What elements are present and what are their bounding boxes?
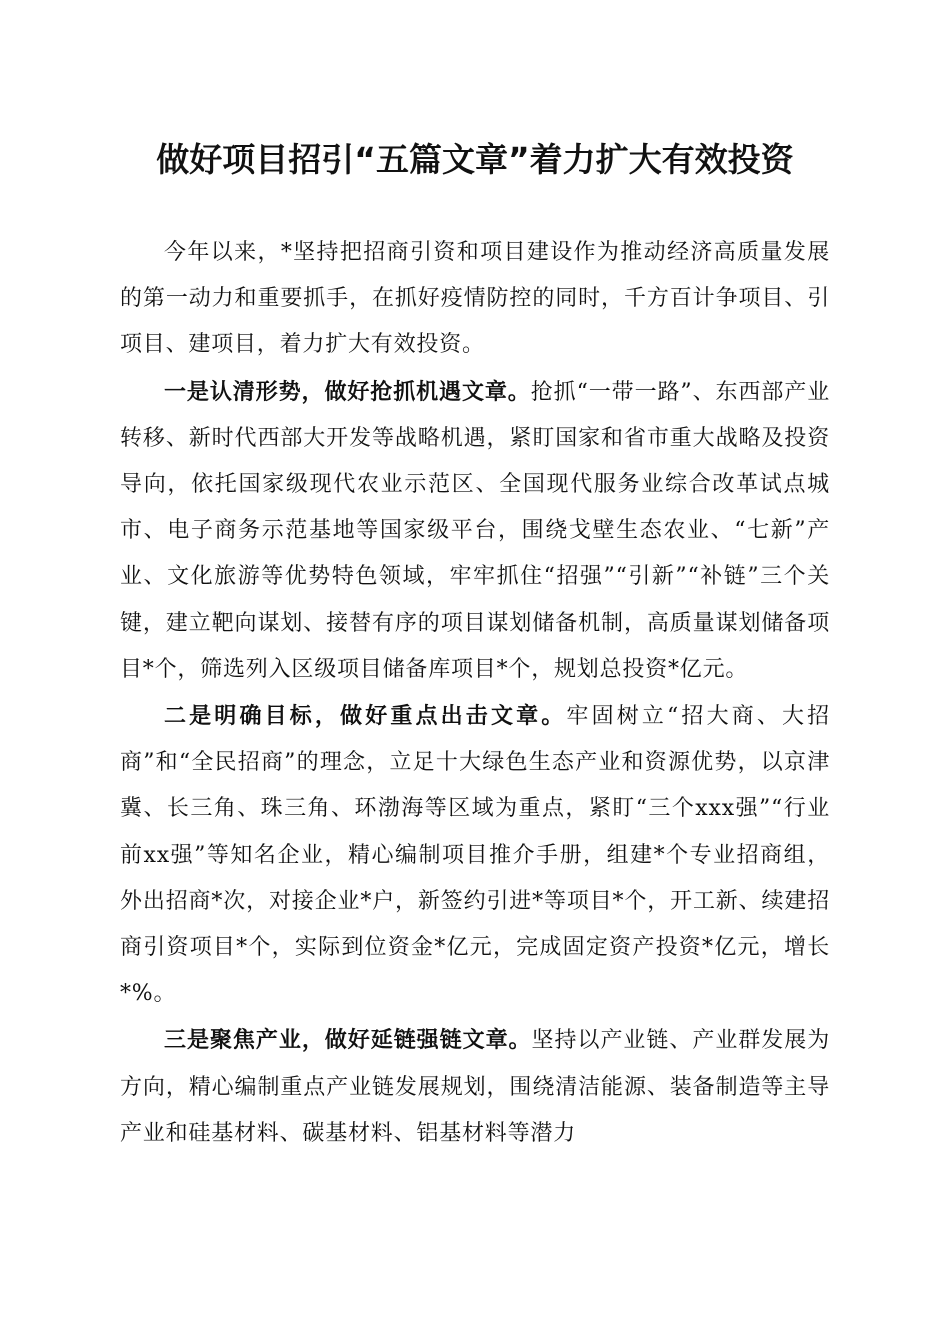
- section-1-lead: 一是认清形势，做好抢抓机遇文章。: [164, 378, 531, 405]
- section-1-text: 抢抓“一带一路”、东西部产业转移、新时代西部大开发等战略机遇，紧盯国家和省市重大战略及投资导向，依托国家级现代农业示范区、全国现代服务业综合改革试点城市、电子商务示范基地等国家级平台，围绕戈壁生态农业、“七新”产业、文化旅游等优势特色领域，牢牢抓住“招强”“引新”“补链”三个关键，建立靶向谋划、接替有序的项目谋划储备机制，高质量谋划储备项目*个，筛选列入区级项目储备库项目*个，规划总投资*亿元。: [120, 379, 830, 682]
- section-3-text: 坚持以产业链、产业群发展为方向，精心编制重点产业链发展规划，围绕清洁能源、装备制造等主导产业和硅基材料、碳基材料、铝基材料等潜力: [120, 1028, 830, 1146]
- section-2-text: 牢固树立“招大商、大招商”和“全民招商”的理念，立足十大绿色生态产业和资源优势，以京津冀、长三角、珠三角、环渤海等区域为重点，紧盯“三个xxx强”“行业前xx强”等知名企业，精心编制项目推介手册，组建*个专业招商组，外出招商*次，对接企业*户，新签约引进*等项目*个，开工新、续建招商引资项目*个，实际到位资金*亿元，完成固定资产投资*亿元，增长*%。: [120, 704, 830, 1007]
- section-paragraph-2: [120, 693, 830, 1017]
- section-3-lead: 三是聚焦产业，做好延链强链文章。: [164, 1027, 532, 1054]
- document-title: 做好项目招引“五篇文章”着力扩大有效投资: [156, 140, 794, 179]
- section-2-lead: 二是明确目标，做好重点出击文章。: [164, 703, 567, 730]
- document-body: [120, 230, 830, 1157]
- section-paragraph-1: [120, 369, 830, 693]
- intro-paragraph: 今年以来，*坚持把招商引资和项目建设作为推动经济高质量发展的第一动力和重要抓手，在抓好疫情防控的同时，千方百计争项目、引项目、建项目，着力扩大有效投资。: [120, 240, 830, 358]
- section-paragraph-3: [120, 1017, 830, 1157]
